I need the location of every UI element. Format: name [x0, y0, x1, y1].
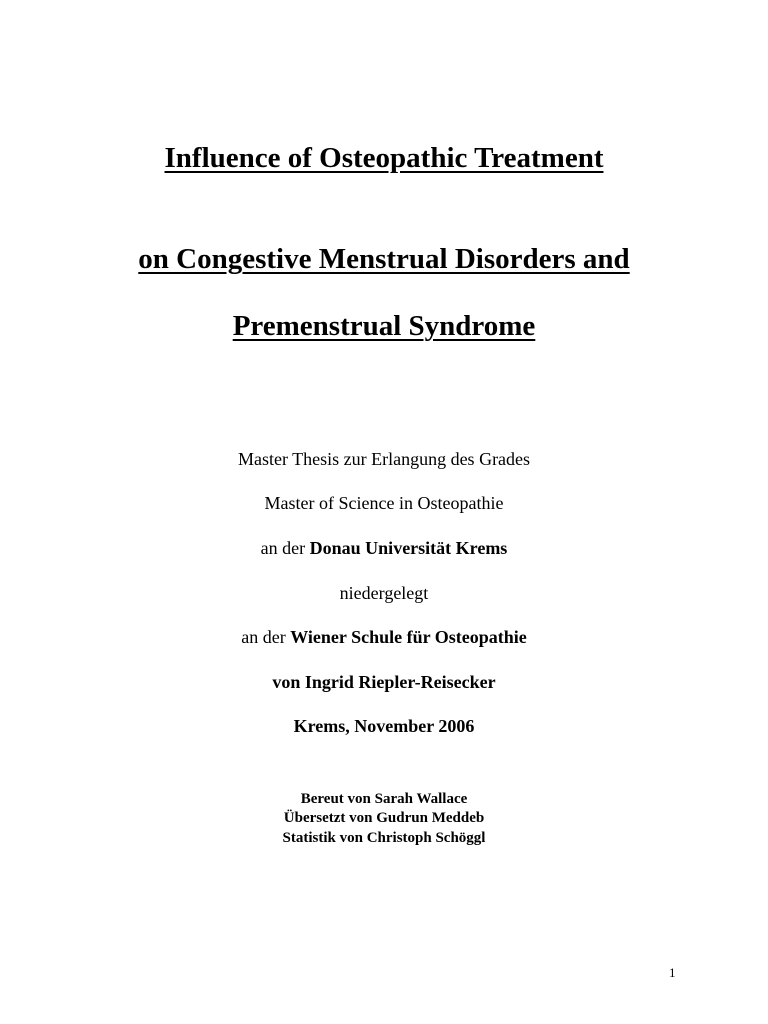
thesis-line-2: Master of Science in Osteopathie [264, 493, 504, 513]
university-name: Donau Universität Krems [309, 538, 508, 558]
credit-line-1: Bereut von Sarah Wallace [300, 791, 468, 807]
title-line-2: on Congestive Menstrual Disorders and [138, 243, 630, 275]
thesis-line-3-prefix: an der [260, 538, 306, 558]
thesis-line-3 [0, 538, 768, 559]
thesis-line-5 [0, 627, 768, 648]
credit-line-3: Statistik von Christoph Schöggl [282, 830, 486, 846]
place-date-line: Krems, November 2006 [293, 716, 475, 736]
thesis-line-4: niedergelegt [339, 583, 429, 603]
thesis-line-5-prefix: an der [241, 627, 286, 647]
title-line-1: Influence of Osteopathic Treatment [164, 142, 604, 174]
thesis-line-1: Master Thesis zur Erlangung des Grades [237, 449, 531, 469]
page-number: 1 [669, 965, 676, 980]
school-name: Wiener Schule für Osteopathie [290, 627, 527, 647]
title-line-3: Premenstrual Syndrome [232, 310, 536, 342]
credit-line-2: Übersetzt von Gudrun Meddeb [283, 810, 485, 826]
author-line: von Ingrid Riepler-Reisecker [272, 672, 496, 692]
